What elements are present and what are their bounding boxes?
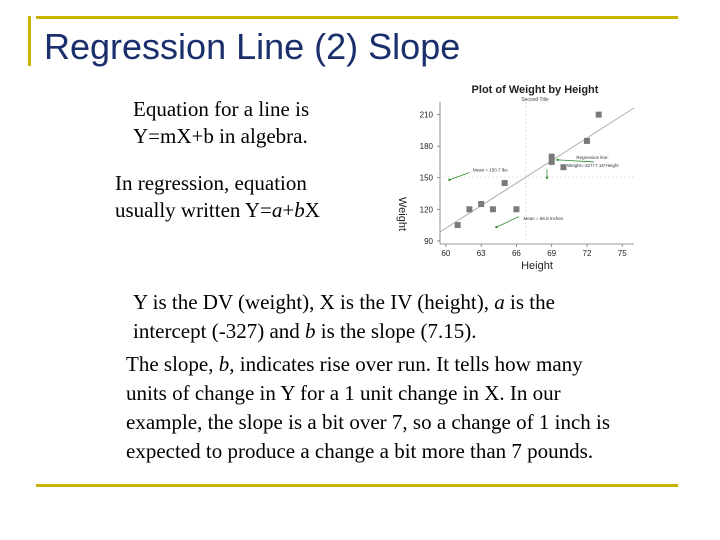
y-tick-label: 120: [419, 205, 433, 215]
slope-line-1-end: , indicates rise over run. It tells how many: [229, 352, 583, 376]
chart-subtitle: Second Title: [521, 97, 549, 103]
y-tick-label: 210: [419, 110, 433, 120]
data-point: [549, 159, 555, 165]
chart-annotation: Regression line:: [576, 154, 609, 160]
regression-line-2: [115, 197, 320, 224]
annotation-arrow: [558, 160, 594, 162]
annotation-arrow: [449, 172, 469, 179]
data-point: [596, 112, 602, 118]
data-point: [513, 206, 519, 212]
chart-annotation: Weight=-327+7.15*Height: [566, 163, 619, 169]
equation-line-1: Equation for a line is: [133, 97, 310, 121]
x-symbol: X: [304, 198, 320, 222]
annotation-arrowhead: [448, 179, 450, 181]
y-tick-label: 90: [424, 236, 433, 246]
x-tick-label: 63: [476, 249, 486, 258]
x-tick-label: 60: [441, 249, 451, 258]
intercept-symbol: a: [494, 290, 505, 314]
data-point: [478, 201, 484, 207]
x-tick-label: 69: [547, 249, 557, 258]
bottom-rule: [36, 484, 678, 487]
slope-line-1-text: The slope,: [126, 352, 219, 376]
intercept-symbol: a: [271, 198, 283, 222]
data-point: [549, 154, 555, 160]
variables-line-2: [133, 317, 555, 346]
annotation-arrowhead: [546, 177, 548, 179]
data-point: [490, 206, 496, 212]
x-axis-label: Height: [521, 260, 553, 272]
variables-line-2-end: is the slope (7.15).: [315, 319, 477, 343]
data-point: [560, 164, 566, 170]
regression-line-1: In regression, equation: [115, 171, 307, 195]
slope-line-4: expected to produce a change a bit more than 7 pounds.: [126, 439, 594, 463]
variables-paragraph: [133, 288, 555, 346]
slope-symbol: b: [294, 198, 305, 222]
variables-line-1-text: Y is the DV (weight), X is the IV (height),: [133, 290, 495, 314]
variables-line-2-text: intercept (-327) and: [133, 319, 306, 343]
slope-line-3: example, the slope is a bit over 7, so a change of 1 inch is: [126, 410, 611, 434]
regression-equation-text: [115, 170, 320, 224]
data-point: [466, 206, 472, 212]
slope-line-1: [126, 350, 610, 379]
y-tick-label: 150: [419, 173, 433, 183]
slope-paragraph: [126, 350, 610, 466]
slope-symbol: b: [305, 319, 316, 343]
variables-line-1-end: is the: [504, 290, 555, 314]
data-point: [584, 138, 590, 144]
equation-line-2: Y=mX+b in algebra.: [133, 124, 308, 148]
x-tick-label: 72: [582, 249, 592, 258]
page-title: Regression Line (2) Slope: [44, 26, 461, 67]
weight-height-scatter-plot: [388, 80, 648, 272]
x-tick-label: 66: [511, 249, 521, 258]
top-rule: [36, 16, 678, 19]
data-point: [502, 180, 508, 186]
regression-line: [440, 108, 634, 232]
plus-sign: +: [282, 198, 295, 222]
annotation-arrow: [496, 217, 518, 228]
y-tick-label: 180: [419, 142, 433, 152]
x-tick-label: 75: [617, 249, 627, 258]
chart-annotation: Mean = 150.7 lbs.: [472, 167, 509, 173]
equation-text: [133, 96, 309, 150]
annotation-arrowhead: [556, 159, 558, 161]
chart-annotation: Mean = 66.8 Inches: [523, 215, 564, 221]
variables-line-1: [133, 288, 555, 317]
slope-symbol: b: [218, 352, 230, 376]
data-point: [455, 222, 461, 228]
slope-line-2: units of change in Y for a 1 unit change in X. In our: [126, 381, 561, 405]
left-rule: [28, 16, 31, 66]
annotation-arrowhead: [495, 226, 497, 228]
chart-title: Plot of Weight by Height: [471, 84, 599, 96]
y-axis-label: Weight: [396, 196, 408, 232]
regression-line-2-text: usually written Y=: [115, 198, 272, 222]
